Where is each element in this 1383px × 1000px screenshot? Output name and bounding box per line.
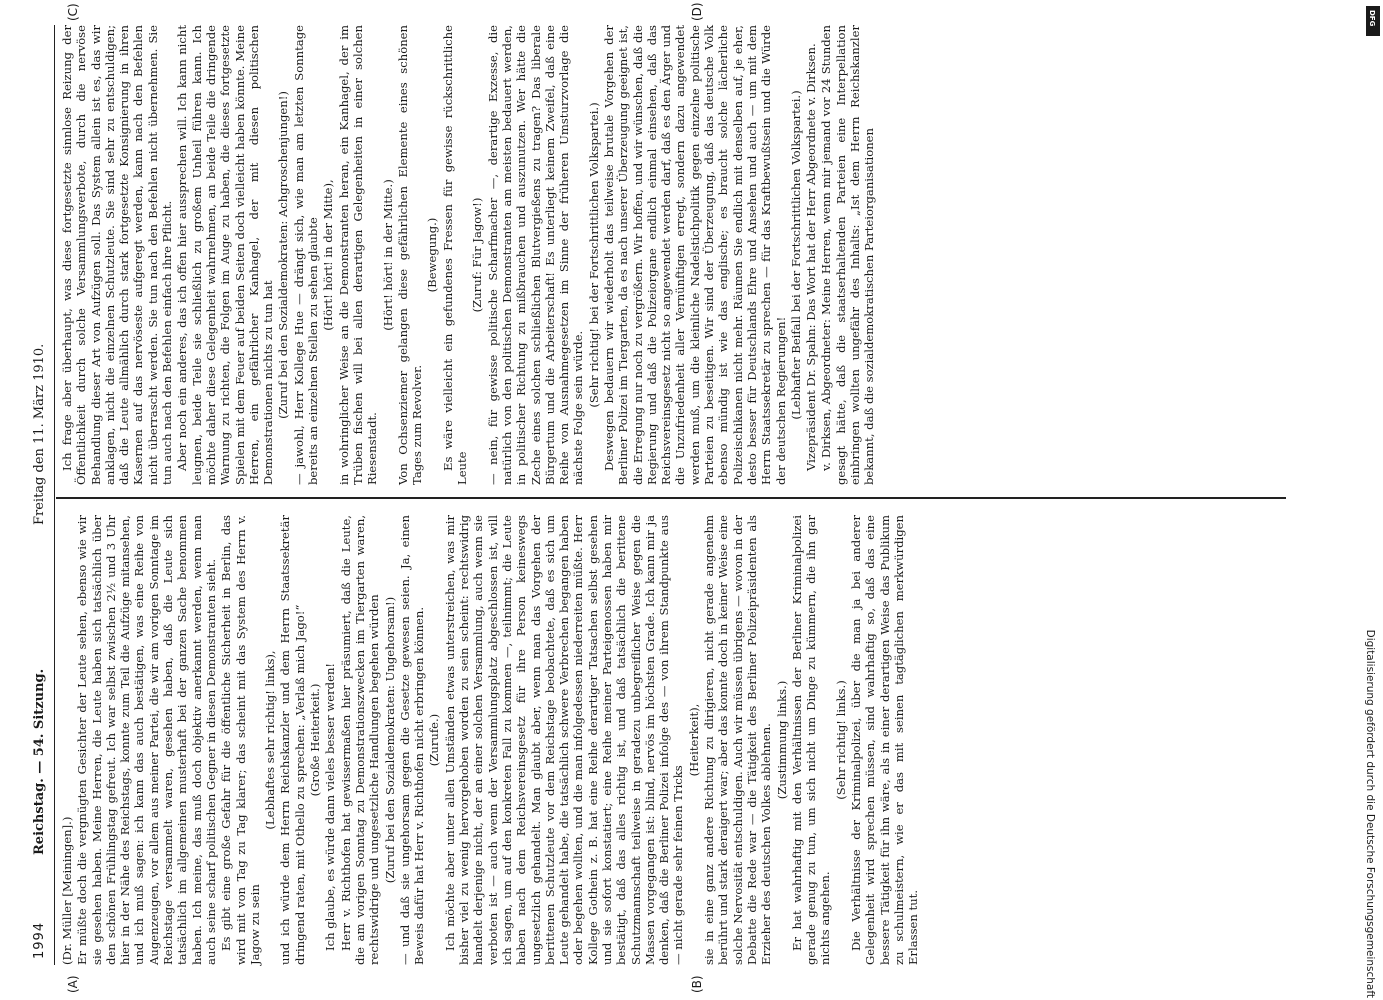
paragraph: und ich würde dem Herrn Reichskanzler und dem Herrn Staatssekretär dringend raten, mit Othello zu sprechen: „Verlaß mich Jago!“ [278,515,307,965]
paragraph: — nein, für gewisse politische Scharfmacher —, derartige Exzesse, die natürlich von den politischen Demonstranten am meisten bedauert werden, in politischer Richtung zu mißbrauchen und auszunutzen. Wer hätte die Zeche eines solchen schließlichen Blutvergießens zu tragen? Das liberale Bürgertum und die Arbeiterschaft! Es unterliegt keinem Zweifel, daß eine Reihe von Ausnahmegesetzen im Sinne der früheren Umsturzvorlage die nächste Folge sein würde. [485,25,586,485]
paragraph: (Zuruf bei den Sozialdemokraten: Ungehorsam!) [382,596,397,884]
margin-mark-c: (C) [66,3,80,21]
margin-mark-b: (B) [690,975,704,993]
column-divider [56,498,1286,500]
paragraph: Es wäre vielleicht ein gefundenes Fressen für gewisse rückschrittliche Leute [440,25,470,485]
paragraph: in wohringlicher Weise an die Demonstranten heran, ein Kanhagel, der im Trüben fischen will bei allen derartigen Gelegenheiten in einer solchen Riesenstadt. [336,25,380,485]
paragraph: (Lebhafter Beifall bei der Fortschrittlichen Volkspartei.) [788,90,803,420]
paragraph: (Heiterkeit), [686,703,701,777]
paragraph: (Bewegung.) [425,217,440,293]
paragraph: (Zurufe.) [427,713,442,767]
paragraph: Von Ochsenziemer gelangen diese gefährlichen Elemente eines schönen Tages zum Revolver. [395,25,425,485]
header-session-title: Reichstag. — 54. Sitzung. [32,668,47,855]
paragraph: (Hört! hört! in der Mitte), [321,179,336,331]
paragraph: (Zuruf: Für Jagow!) [470,197,485,313]
paragraph: (Dr. Müller [Meiningen].) [60,816,74,965]
paragraph: Er hat wahrhaftig mit den Verhältnissen der Berliner Kriminalpolizei gerade genug zu tun, um sich nicht um Dinge zu kümmern, die ihn gar nichts angehen. [789,515,833,965]
paragraph: (Große Heiterkeit.) [308,683,323,797]
paragraph: (Lebhaftes sehr richtig! links), [263,650,278,830]
digitization-credit [1360,8,1380,998]
paragraph: (Zustimmung links.) [774,680,789,800]
header-date: Freitag den 11. März 1910. [32,343,47,525]
text-column-right [60,25,1280,485]
paragraph: (Sehr richtig! bei der Fortschrittlichen Volkspartei.) [586,102,601,408]
text-column-left [60,515,1280,965]
paragraph: Ich möchte aber unter allen Umständen etwas unterstreichen, was mir bisher viel zu wenig hervorgehoben worden zu sein scheint: rechtswidrig handelt derjenige nicht, der an einer solchen Versammlung, auch wenn sie verboten ist — auch wenn der Versammlungsplatz abgeschlossen ist, will ich sagen, um auf den konkreten Fall zu kommen —, teilnimmt; die Leute haben nach dem Reichsvereinsgesetz für ihre Person keineswegs ungesetzlich gehandelt. Man glaubt aber, wenn man das Vorgehen der berittenen Schutzleute vor dem Reichstage beobachtete, daß es sich um Leute gehandelt habe, die tatsächlich schwere Verbrechen begangen haben oder begehen wollten, und die man infolgedessen niederreiten müßte. Herr Kollege Gothein z. B. hat eine Reihe derartiger Tatsachen selbst gesehen und sie sofort konstatiert; eine Reihe meiner Parteigenossen haben mir bestätigt, daß das alles richtig ist, und daß tatsächlich die berittene Schutzmannschaft teilweise in geradezu unbegreiflicher Weise gegen die Massen vorgegangen ist: blind, nervös im höchsten Grade. Ich kann mir ja denken, daß die Berliner Polizei infolge des — von ihrem Standpunkte aus — nicht gerade sehr feinen Tricks [442,515,686,965]
paragraph: (Hört! hört! in der Mitte.) [380,179,395,331]
margin-mark-a: (A) [66,975,80,993]
paragraph: — jawohl, Herr Kollege Hue — drängt sich, wie man am letzten Sonntage bereits an einzelnen Stellen zu sehen glaubte [291,25,321,485]
running-header [30,25,55,965]
dfg-logo [1366,6,1380,36]
paragraph: Herr v. Richthofen hat gewissermaßen hier präsumiert, daß die Leute, die am vorigen Sonntag zu Demonstrationszwecken im Tiergarten waren, rechtswidrige und ungesetzliche Handlungen begehen würden [338,515,382,965]
paragraph: — und daß sie ungehorsam gegen die Gesetze gewesen seien. Ja, einen Beweis dafür hat Herr v. Richthofen nicht erbringen können. [397,515,427,965]
paragraph: Die Verhältnisse der Kriminalpolizei, über die man ja bei anderer Gelegenheit wird sprechen müssen, sind wahrhaftig so, daß das eine bessere Tätigkeit für ihn wäre, als in einer derartigen Weise das Publikum zu schulmeistern, wie er das mit seinen tagtäglichen merkwürdigen Erlassen tut. [849,515,921,965]
paragraph: Vizepräsident Dr. Spahn: Das Wort hat der Herr Abgeordnete v. Dirksen. [804,43,819,471]
paragraph: Es gibt eine große Gefahr für die öffentliche Sicherheit in Berlin, das wird mit von Tag zu Tag klarer; das scheint mit das System des Herrn v. Jagow zu sein [219,515,262,965]
paragraph: Er müßte doch die vergnügten Gesichter der Leute sehen, ebenso wie wir sie gesehen haben. Meine Herren, die Leute haben sich tatsächlich über den schönen Frühlingstag gefreut. Ich war selbst zwischen 2½ und 3 Uhr hier in der Nähe des Reichstags, konnte zum Teil die Aufzüge mitansehen, und ich muß sagen: ich kann das auch bestätigen, was eine Reihe von Augenzeugen, vor allem aus meiner Partei, die wir am vorigen Sonntage im Reichstage versammelt waren, gesehen haben, daß die Leute sich tatsächlich im allgemeinen musterhaft bei der ganzen Sache benommen haben. Ich meine, das muß doch objektiv anerkannt werden, wenn man auch seine scharf politischen Gegner in diesen Demonstranten sieht. [75,515,218,965]
margin-mark-d: (D) [690,2,704,21]
paragraph: (Sehr richtig! links.) [833,680,848,800]
paragraph: Aber noch ein anderes, das ich offen hier aussprechen will. Ich kann nicht leugnen, beide Teile sie schließlich zu großem Unheil führen kann. Ich möchte daher diese Gelegenheit wahrnehmen, an beide Teile die dringende Warnung zu richten, die Folgen im Auge zu haben, die dieses fortgesetzte Spielen mit dem Feuer auf beiden Seiten doch vielleicht haben könnte. Meine Herren, ein gefährlicher Kanhagel, der mit diesen politischen Demonstrationen nichts zu tun hat [175,25,276,485]
paragraph: Ich frage aber überhaupt, was diese fortgesetzte sinnlose Reizung der Öffentlichkeit durch solche Versammlungsverbote, durch die nervöse Behandlung dieser Art von Aufzügen soll. Das System allein ist es, das wir anklagen, nicht die einzelnen Schutzleute. Sie sind sehr zu entschuldigen; daß die Leute allmählich durch stark fortgesetzte Konsignierung in ihren Kasernen auf das nervöseste aufgeregt werden, kann nach den Befehlen nicht überrascht werden. Sie tun nach den Befehlen nicht übernehmen. Sie tun auch nach den Befehlen einfach ihre Pflicht. [60,25,175,485]
paragraph: Deswegen bedauern wir wiederholt das teilweise brutale Vorgehen der Berliner Polizei im Tiergarten, da es nach unserer Überzeugung geeignet ist, die Erregung nur noch zu vergrößern. Wir hoffen, und wir wünschen, daß die Regierung und daß die Polizeiorgane endlich einmal einsehen, daß das Reichsvereinsgesetz nicht so angewendet werden darf, daß es den Ärger und die Unzufriedenheit aller Vernünftigen erregt, sondern dazu angewendet werden muß, um die kleinliche Nadelstichpolitik gegen einzelne politische Parteien zu beseitigen. Wir sind der Überzeugung, daß das deutsche Volk ebenso mündig ist wie das englische; es braucht solche lächerliche Polizeischikanen nicht mehr. Räumen Sie endlich mit denselben auf, je eher, desto besser für Deutschlands Ehre und Ansehen und auch — um mit dem Herrn Staatssekretär zu sprechen — für das Kraftbewußtsein und die Würde der deutschen Regierungen! [601,25,788,485]
logo-text: DFG [1368,10,1376,27]
rotated-page-content [30,2,1320,993]
paragraph: (Zuruf bei den Sozialdemokraten: Achgroschenjungen!) [276,91,291,419]
paragraph: sie in eine ganz andere Richtung zu dirigieren, nicht gerade angenehm berührt und stark deraigert war; aber das konnte doch in keiner Weise eine solche Nervosität entschuldigen. Auch wir müssen übrigens — wovon in der Debatte die Rede war — die Tätigkeit des Berliner Polizeipräsidenten als Erzieher des deutschen Volkes ablehnen. [702,515,774,965]
credit-text: Digitalisierung gefördert durch die Deutsche Forschungsgemeinschaft [1364,629,1376,998]
paragraph: v. Dirksen, Abgeordneter: Meine Herren, wenn mir jemand vor 24 Stunden gesagt hätte, daß die staatserhaltenden Parteien eine Interpellation einbringen wollten ungefähr des Inhalts: „Ist dem Herrn Reichskanzler bekannt, daß die sozialdemokratischen Parteiorganisationen [819,25,877,485]
paragraph: Ich glaube, es würde dann vieles besser werden! [323,662,338,951]
page-number: 1994 [32,921,47,959]
